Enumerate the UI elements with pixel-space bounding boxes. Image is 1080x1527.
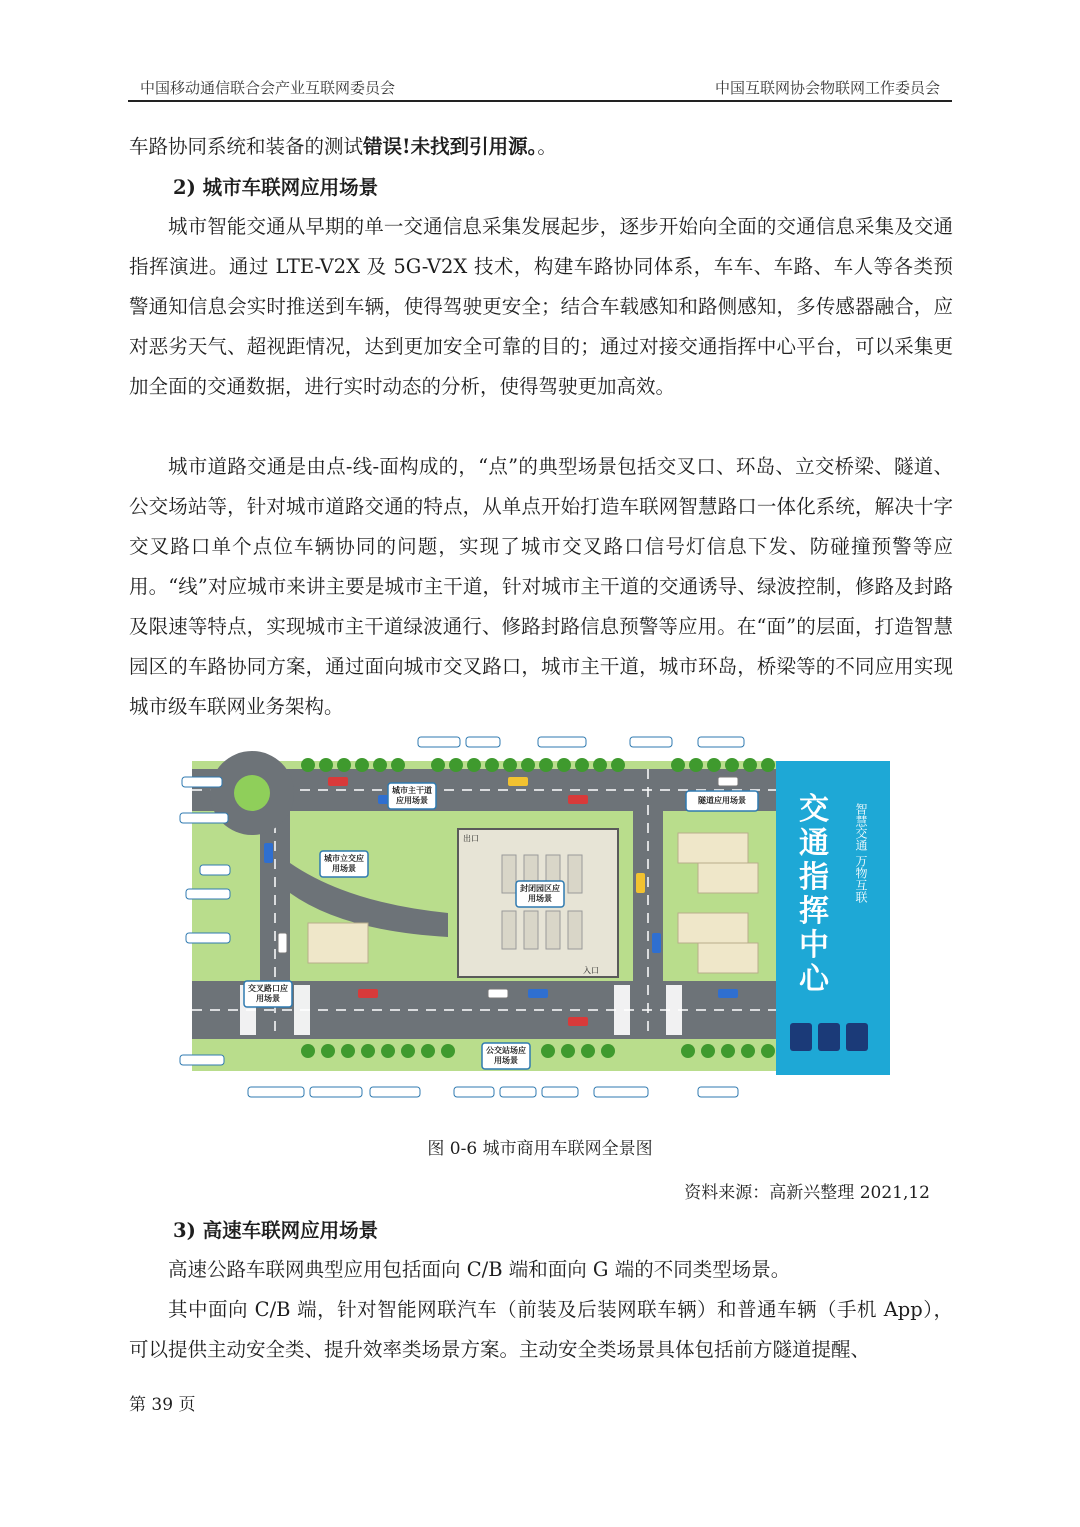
panel-title: 交通指挥中心	[799, 792, 829, 997]
page-number: 第 39 页	[129, 1395, 196, 1415]
scene-label-intersection: 交叉路口应用场景	[248, 984, 288, 1003]
paragraph-4: 其中面向 C/B 端，针对智能网联汽车（前装及后装网联车辆）和普通车辆（手机 App），可以提供主动安全类、提升效率类场景方案。主动安全类场景具体包括前方隧道提醒、	[129, 1298, 953, 1361]
scene-label-overpass: 城市立交应用场景	[324, 854, 364, 873]
panel-slogan: 智慧交通 万物互联	[854, 803, 868, 903]
header-left: 中国移动通信联合会产业互联网委员会	[140, 79, 396, 97]
p0-error: 错误!未找到引用源。	[363, 135, 538, 158]
page-header	[128, 74, 952, 102]
scene-label-arterial: 城市主干道应用场景	[392, 786, 432, 805]
paragraph-1: 城市智能交通从早期的单一交通信息采集发展起步，逐步开始向全面的交通信息采集及交通指挥演进。通过 LTE-V2X 及 5G-V2X 技术，构建车路协同体系，车车、车路、车人等各类预警通知信息会实时推送到车辆，使得驾驶更安全；结合车载感知和路侧感知，多传感器融合，应对恶劣天气、超视距情况，达到更加安全可靠的目的；通过对接交通指挥中心平台，可以采集更加全面的交通数据，进行实时动态的分析，使得驾驶更加高效。	[129, 215, 953, 398]
figure-caption: 图 0-6 城市商用车联网全景图	[427, 1139, 653, 1159]
heading-3: 3) 高速车联网应用场景	[173, 1219, 379, 1242]
scene-label-tunnel: 隧道应用场景	[698, 796, 746, 805]
gate-exit-label: 出口	[463, 834, 479, 843]
city-v2x-illustration	[178, 733, 892, 1103]
illustration-svg	[178, 733, 892, 1103]
p0-text: 车路协同系统和装备的测试	[129, 135, 364, 158]
scene-label-bus: 公交站场应用场景	[486, 1046, 526, 1065]
p0-tail: 。	[537, 135, 557, 158]
scene-label-campus: 封闭园区应用场景	[520, 884, 560, 903]
paragraph-0	[129, 127, 953, 167]
header-right: 中国互联网协会物联网工作委员会	[714, 79, 940, 97]
paragraph-3: 高速公路车联网典型应用包括面向 C/B 端和面向 G 端的不同类型场景。	[168, 1258, 791, 1281]
heading-2: 2) 城市车联网应用场景	[173, 176, 379, 199]
figure-source: 资料来源：高新兴整理 2021,12	[684, 1183, 930, 1203]
gate-entry-label: 入口	[583, 966, 599, 975]
paragraph-2: 城市道路交通是由点-线-面构成的，“点”的典型场景包括交叉口、环岛、立交桥梁、隧道、公交场站等，针对城市道路交通的特点，从单点开始打造车联网智慧路口一体化系统，解决十字交叉路口单个点位车辆协同的问题，实现了城市交叉路口信号灯信息下发、防碰撞预警等应用。“线”对应城市来讲主要是城市主干道，针对城市主干道的交通诱导、绿波控制，修路及封路及限速等特点，实现城市主干道绿波通行、修路封路信息预警等应用。在“面”的层面，打造智慧园区的车路协同方案，通过面向城市交叉路口，城市主干道，城市环岛，桥梁等的不同应用实现城市级车联网业务架构。	[129, 455, 953, 718]
